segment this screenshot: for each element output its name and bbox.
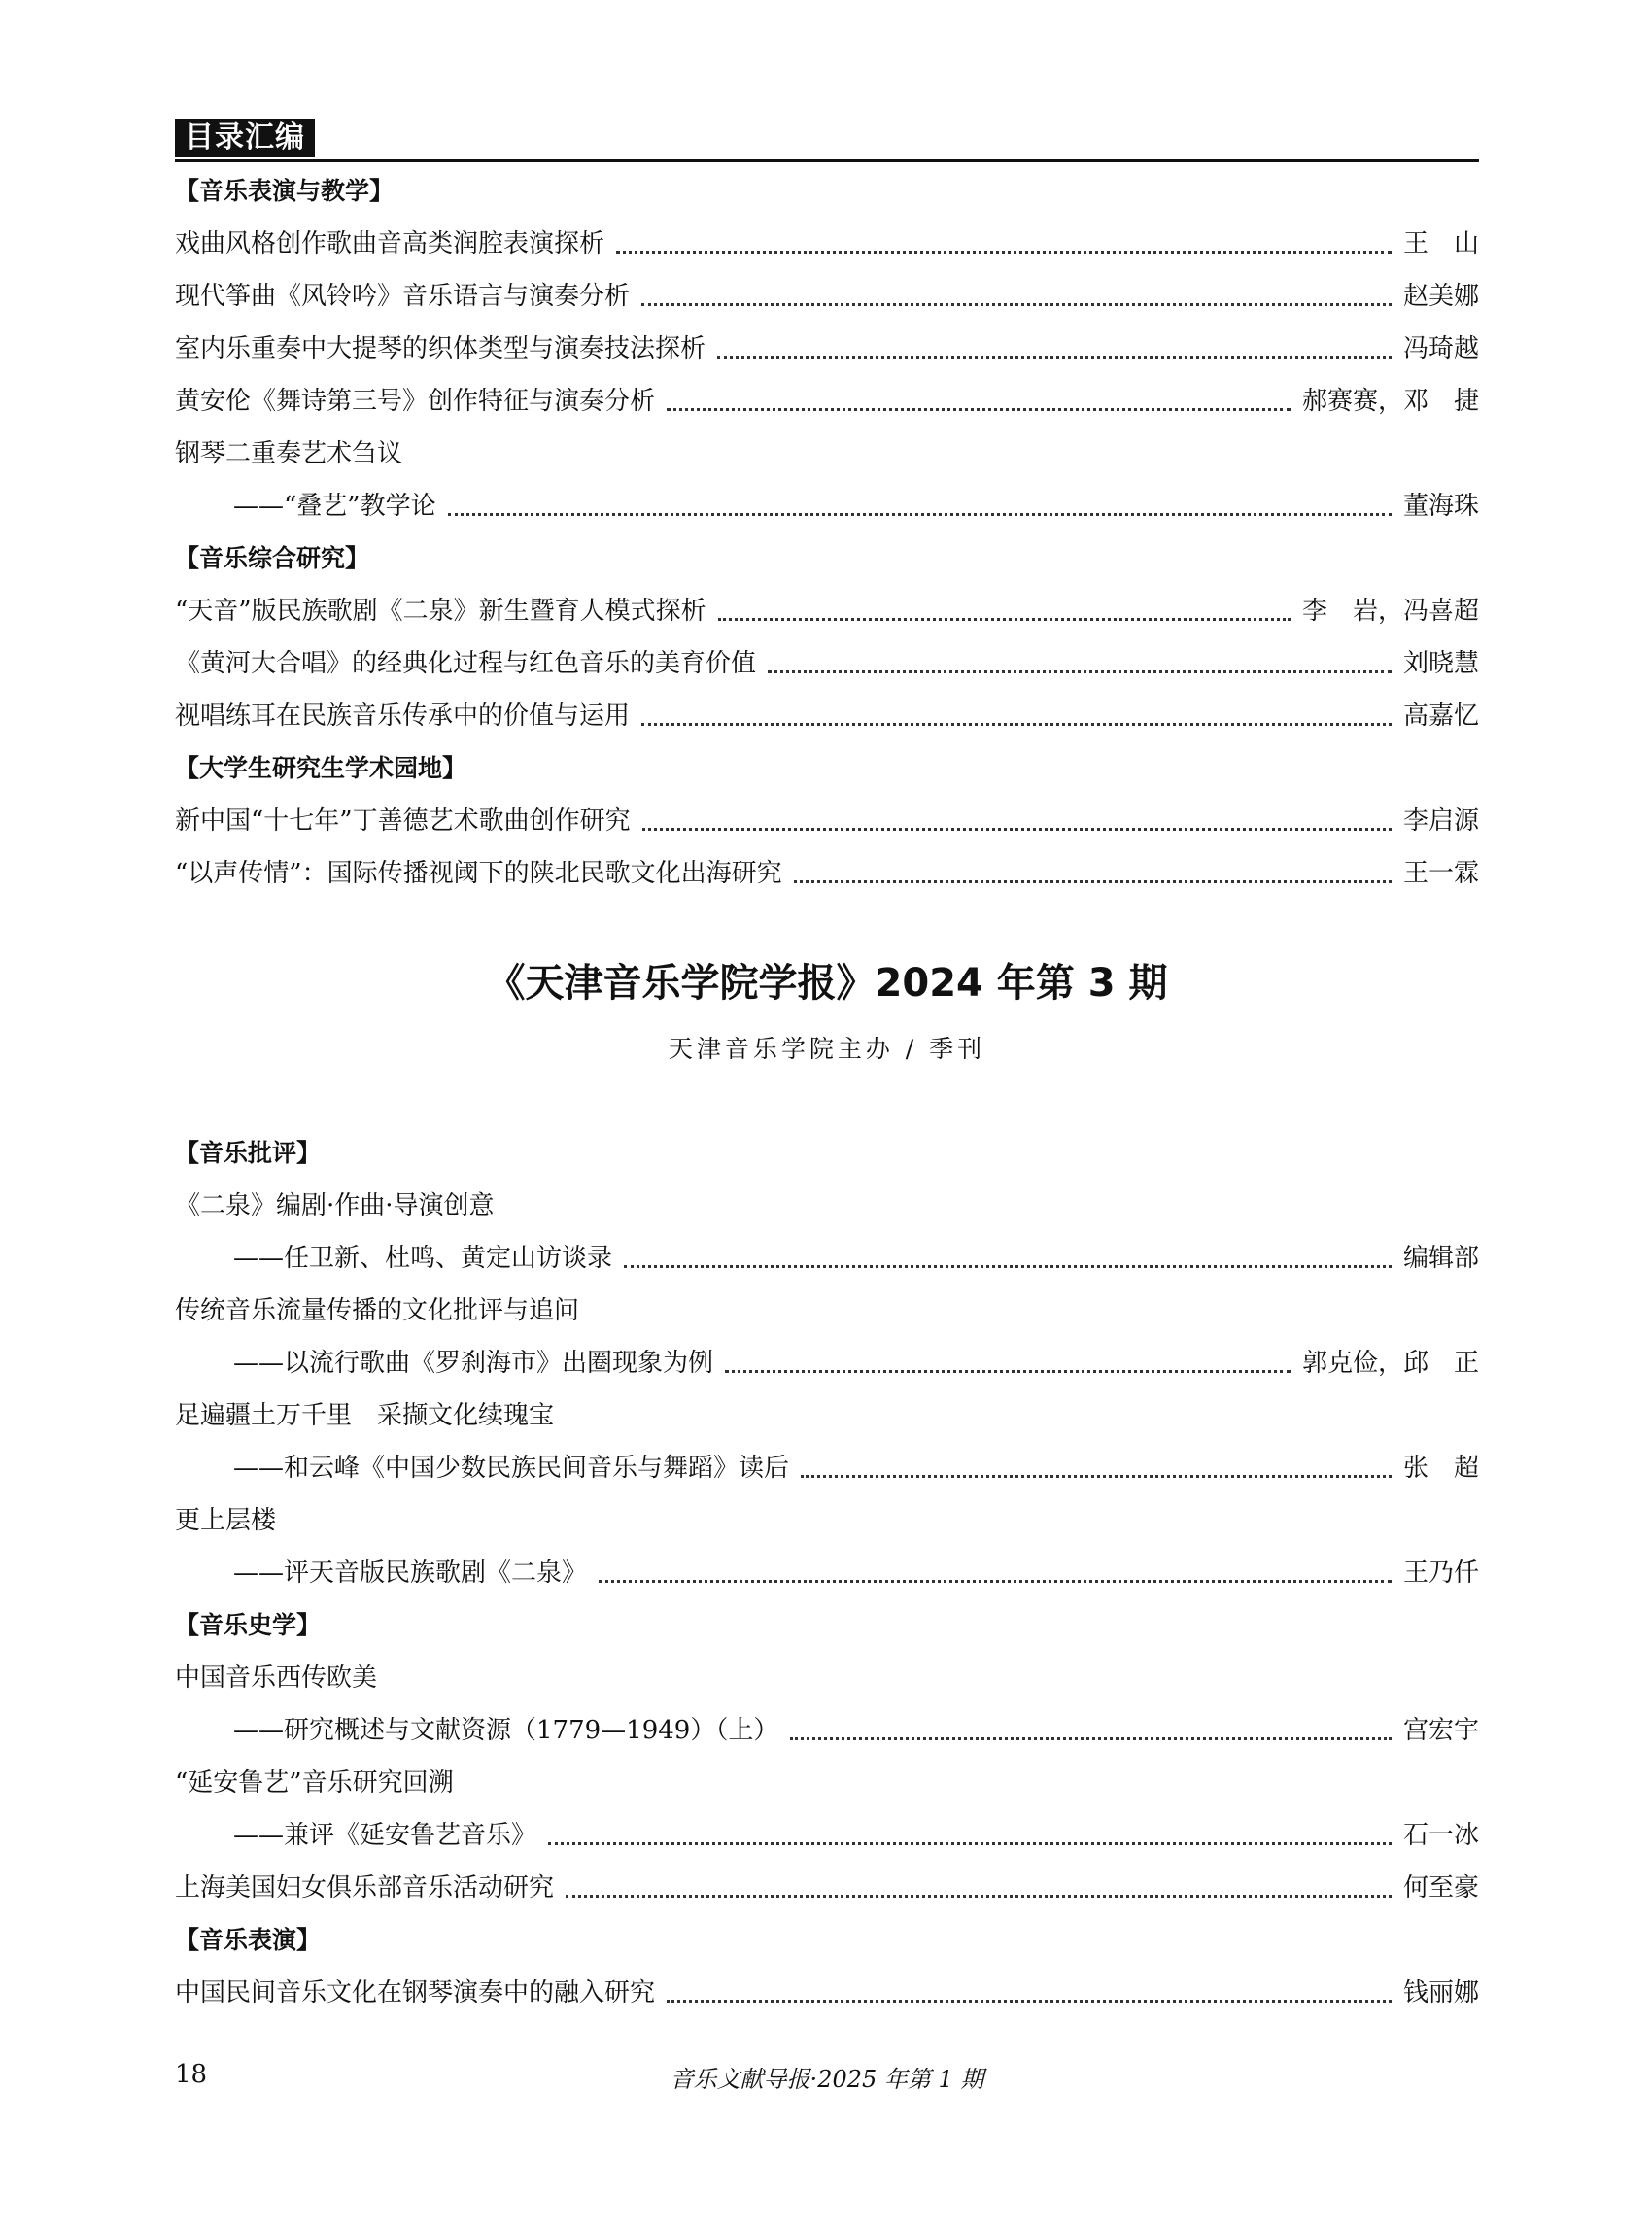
article-title: 视唱练耳在民族音乐传承中的价值与运用 — [175, 702, 631, 731]
article-title: 戏曲风格创作歌曲音高类润腔表演探析 — [175, 229, 605, 258]
article-main-title: 中国音乐西传欧美 — [175, 1663, 378, 1693]
dot-leader — [667, 375, 1291, 411]
article-main-title: 传统音乐流量传播的文化批评与追问 — [175, 1296, 580, 1325]
toc-subentry — [175, 1337, 1479, 1389]
article-title: ——研究概述与文献资源（1779—1949）（上） — [233, 1716, 779, 1745]
article-author: 张 超 — [1402, 1454, 1479, 1483]
article-author: 王一霖 — [1402, 859, 1479, 888]
article-main-title: 《二泉》编剧·作曲·导演创意 — [175, 1191, 495, 1220]
dot-leader — [667, 1967, 1392, 2003]
article-author: 郭克俭，邱 正 — [1301, 1349, 1479, 1378]
article-title: 新中国“十七年”丁善德艺术歌曲创作研究 — [175, 806, 631, 836]
toc-section-2 — [175, 1127, 1479, 2019]
journal-subtitle: 天津音乐学院主办 / 季刊 — [668, 1035, 986, 1063]
article-author: 钱丽娜 — [1402, 1978, 1479, 2007]
article-title: 上海美国妇女俱乐部音乐活动研究 — [175, 1873, 555, 1902]
article-author: 冯琦越 — [1402, 334, 1479, 363]
page-number: 18 — [175, 2060, 208, 2089]
article-main-title: 更上层楼 — [175, 1506, 277, 1535]
article-main-title: “延安鲁艺”音乐研究回溯 — [175, 1768, 454, 1798]
article-title: 《黄河大合唱》的经典化过程与红色音乐的美育价值 — [175, 649, 757, 678]
category-heading: 【音乐表演与教学】 — [175, 177, 395, 205]
toc-subentry — [175, 1809, 1479, 1862]
dot-leader — [794, 847, 1392, 883]
dot-leader — [641, 270, 1392, 306]
article-author: 李启源 — [1402, 806, 1479, 836]
dot-leader — [725, 1337, 1291, 1373]
toc-subentry — [175, 1232, 1479, 1285]
section-header — [175, 115, 1479, 163]
category-heading: 【音乐综合研究】 — [175, 544, 370, 572]
article-author: 编辑部 — [1402, 1244, 1479, 1273]
article-title: ——以流行歌曲《罗刹海市》出圈现象为例 — [233, 1349, 714, 1378]
article-author: 宫宏宇 — [1402, 1716, 1479, 1745]
toc-subentry — [175, 1704, 1479, 1757]
toc-section-1 — [175, 165, 1479, 900]
category-heading: 【大学生研究生学术园地】 — [175, 754, 467, 782]
toc-entry — [175, 795, 1479, 847]
toc-entry — [175, 218, 1479, 270]
article-title: ——兼评《延安鲁艺音乐》 — [233, 1821, 537, 1850]
article-title: ——评天音版民族歌剧《二泉》 — [233, 1559, 588, 1588]
dot-leader — [717, 323, 1392, 359]
article-title: 中国民间音乐文化在钢琴演奏中的融入研究 — [175, 1978, 656, 2007]
header-rule — [175, 159, 1479, 162]
article-author: 石一冰 — [1402, 1821, 1479, 1850]
category-heading: 【音乐史学】 — [175, 1611, 322, 1639]
article-author: 董海珠 — [1402, 492, 1479, 521]
article-author: 何至豪 — [1402, 1873, 1479, 1902]
footer-journal: 音乐文献导报·2025 年第 1 期 — [670, 2066, 984, 2093]
toc-page — [175, 0, 1479, 2227]
toc-entry — [175, 1862, 1479, 1914]
category-heading: 【音乐表演】 — [175, 1926, 322, 1954]
section-header-label: 目录汇编 — [175, 119, 315, 157]
toc-entry — [175, 1967, 1479, 2019]
toc-entry — [175, 323, 1479, 375]
toc-entry — [175, 637, 1479, 690]
article-title: ——任卫新、杜鸣、黄定山访谈录 — [233, 1244, 613, 1273]
article-author: 王 山 — [1402, 229, 1479, 258]
article-title: 室内乐重奏中大提琴的织体类型与演奏技法探析 — [175, 334, 706, 363]
article-title: “天音”版民族歌剧《二泉》新生暨育人模式探析 — [175, 597, 706, 626]
dot-leader — [548, 1809, 1392, 1845]
article-title: 现代筝曲《风铃吟》音乐语言与演奏分析 — [175, 282, 631, 311]
dot-leader — [641, 690, 1392, 726]
category-heading: 【音乐批评】 — [175, 1139, 322, 1167]
journal-title: 《天津音乐学院学报》2024 年第 3 期 — [486, 961, 1168, 1006]
article-author: 刘晓慧 — [1402, 649, 1479, 678]
toc-subentry — [175, 480, 1479, 532]
dot-leader — [790, 1704, 1392, 1740]
dot-leader — [718, 585, 1291, 621]
article-title: ——和云峰《中国少数民族民间音乐与舞蹈》读后 — [233, 1454, 790, 1483]
article-main-title: 钢琴二重奏艺术刍议 — [175, 439, 403, 468]
toc-entry — [175, 690, 1479, 742]
toc-entry — [175, 585, 1479, 637]
article-title: “以声传情”：国际传播视阈下的陕北民歌文化出海研究 — [175, 859, 782, 888]
article-title: ——“叠艺”教学论 — [233, 492, 436, 521]
dot-leader — [566, 1862, 1392, 1898]
article-author: 李 岩，冯喜超 — [1301, 597, 1479, 626]
dot-leader — [801, 1442, 1392, 1478]
article-main-title: 足遍疆土万千里 采撷文化续瑰宝 — [175, 1401, 555, 1430]
dot-leader — [642, 795, 1392, 831]
toc-entry — [175, 270, 1479, 323]
article-author: 王乃仟 — [1402, 1559, 1479, 1588]
article-author: 郝赛赛，邓 捷 — [1301, 387, 1479, 416]
dot-leader — [768, 637, 1392, 673]
toc-entry — [175, 375, 1479, 428]
article-title: 黄安伦《舞诗第三号》创作特征与演奏分析 — [175, 387, 656, 416]
article-author: 赵美娜 — [1402, 282, 1479, 311]
article-author: 高嘉忆 — [1402, 702, 1479, 731]
dot-leader — [448, 480, 1392, 516]
toc-subentry — [175, 1547, 1479, 1599]
toc-subentry — [175, 1442, 1479, 1494]
dot-leader — [624, 1232, 1392, 1268]
toc-entry — [175, 847, 1479, 900]
dot-leader — [616, 218, 1392, 254]
dot-leader — [599, 1547, 1392, 1583]
